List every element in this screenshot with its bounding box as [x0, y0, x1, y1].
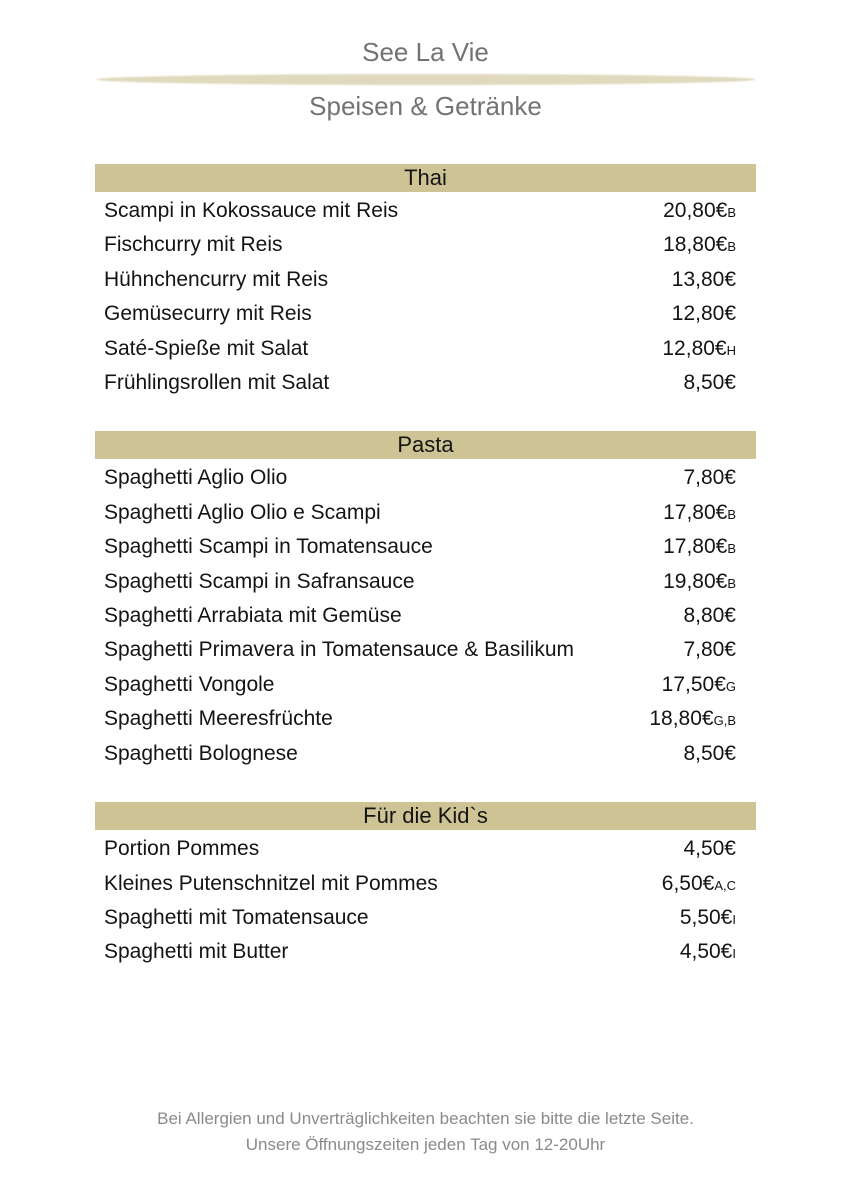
item-name: Spaghetti Aglio Olio e Scampi: [104, 500, 381, 524]
menu-item-row: [104, 703, 736, 737]
item-price: [662, 333, 736, 367]
allergen-note: B: [727, 506, 736, 522]
item-price: [663, 566, 736, 600]
price-value: 7,80€: [683, 638, 736, 662]
menu-item-row: [104, 531, 736, 565]
allergen-note: I: [732, 911, 736, 927]
item-name: Spaghetti mit Butter: [104, 940, 289, 964]
price-value: 4,50€: [679, 940, 733, 964]
menu-item-row: [104, 738, 736, 772]
section-header: Für die Kid`s: [95, 802, 756, 830]
menu-item-row: [104, 833, 736, 867]
allergen-note: H: [726, 342, 736, 358]
item-price: [663, 195, 736, 229]
item-price: [672, 264, 736, 298]
menu-item-row: [104, 634, 736, 668]
price-value: 18,80€: [649, 707, 714, 731]
price-value: 13,80€: [671, 267, 736, 291]
menu-item-row: [104, 497, 736, 531]
allergen-note: G: [725, 678, 736, 694]
restaurant-title: See La Vie: [362, 37, 489, 67]
price-value: 7,80€: [683, 466, 736, 490]
item-name: Spaghetti Aglio Olio: [104, 466, 288, 490]
section-items: [95, 459, 756, 772]
item-price: [662, 868, 736, 902]
section-items: [95, 192, 756, 401]
item-name: Spaghetti Primavera in Tomatensauce & Basilikum: [104, 638, 575, 662]
item-price: [680, 936, 736, 970]
item-name: Spaghetti Bolognese: [104, 741, 298, 765]
item-price: [672, 298, 736, 332]
allergen-note: B: [727, 541, 736, 557]
menu-item-row: [104, 669, 736, 703]
price-value: 17,50€: [661, 672, 726, 696]
allergy-note: Bei Allergien und Unverträglichkeiten beachten sie bitte die letzte Seite.: [157, 1109, 694, 1128]
allergen-note: A,C: [714, 877, 736, 893]
price-value: 18,80€: [663, 233, 728, 257]
menu-item-row: [104, 936, 736, 970]
menu-item-row: [104, 195, 736, 229]
item-name: Hühnchencurry mit Reis: [104, 267, 329, 291]
price-value: 17,80€: [663, 535, 728, 559]
item-name: Spaghetti Scampi in Tomatensauce: [104, 535, 433, 559]
allergen-note: B: [727, 575, 736, 591]
item-price: [663, 531, 736, 565]
menu-item-row: [104, 566, 736, 600]
item-price: [662, 669, 736, 703]
item-name: Spaghetti Arrabiata mit Gemüse: [104, 604, 402, 628]
item-price: [663, 229, 736, 263]
menu-item-row: [104, 868, 736, 902]
section-items: [95, 830, 756, 971]
item-price: [683, 634, 736, 668]
item-name: Frühlingsrollen mit Salat: [104, 371, 330, 395]
menu-section-f-r-die-kid-s: [95, 802, 756, 971]
price-value: 20,80€: [663, 199, 728, 222]
item-name: Portion Pommes: [104, 837, 260, 861]
section-header: Thai: [95, 164, 756, 192]
menu-item-row: [104, 367, 736, 401]
menu-section-thai: [95, 164, 756, 401]
price-value: 8,50€: [683, 741, 736, 765]
menu-item-row: [104, 298, 736, 332]
item-price: [683, 600, 736, 634]
item-price: [683, 462, 736, 496]
page-header: [0, 0, 851, 122]
allergen-note: B: [727, 205, 736, 220]
opening-hours-note: Unsere Öffnungszeiten jeden Tag von 12-20Uhr: [245, 1135, 606, 1154]
item-price: [683, 367, 736, 401]
item-price: [683, 833, 736, 867]
item-name: Spaghetti mit Tomatensauce: [104, 905, 369, 929]
price-value: 17,80€: [663, 500, 728, 524]
price-value: 12,80€: [662, 336, 727, 360]
price-value: 8,80€: [683, 604, 736, 628]
menu-subtitle: Speisen & Getränke: [309, 91, 542, 121]
price-value: 19,80€: [663, 569, 728, 593]
item-name: Scampi in Kokossauce mit Reis: [104, 199, 399, 222]
item-price: [649, 703, 736, 737]
item-price: [680, 902, 736, 936]
menu-item-row: [104, 333, 736, 367]
item-name: Gemüsecurry mit Reis: [104, 302, 312, 326]
item-name: Spaghetti Vongole: [104, 672, 275, 696]
price-value: 8,50€: [683, 371, 736, 395]
price-value: 5,50€: [679, 905, 733, 929]
menu-item-row: [104, 229, 736, 263]
price-value: 12,80€: [671, 302, 736, 326]
price-value: 6,50€: [661, 871, 715, 895]
item-name: Spaghetti Scampi in Safransauce: [104, 569, 415, 593]
menu-item-row: [104, 902, 736, 936]
allergen-note: I: [732, 946, 736, 962]
allergen-note: G,B: [713, 713, 736, 729]
item-price: [663, 497, 736, 531]
menu-item-row: [104, 462, 736, 496]
item-price: [683, 738, 736, 772]
menu-sections: [95, 164, 756, 971]
allergen-note: B: [727, 239, 736, 255]
section-header: Pasta: [95, 431, 756, 459]
page-footer: [0, 1106, 851, 1158]
menu-item-row: [104, 264, 736, 298]
menu-item-row: [104, 600, 736, 634]
item-name: Saté-Spieße mit Salat: [104, 336, 309, 360]
header-divider: [96, 74, 756, 85]
menu-section-pasta: [95, 431, 756, 772]
item-name: Spaghetti Meeresfrüchte: [104, 707, 333, 731]
item-name: Fischcurry mit Reis: [104, 233, 283, 257]
price-value: 4,50€: [683, 837, 736, 861]
item-name: Kleines Putenschnitzel mit Pommes: [104, 871, 438, 895]
